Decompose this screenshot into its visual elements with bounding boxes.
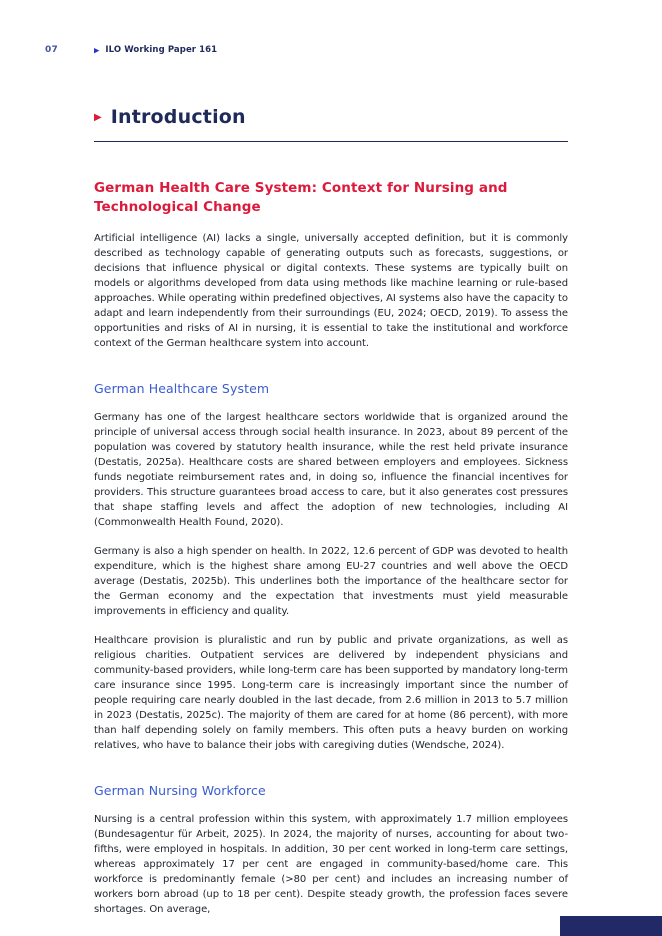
body-paragraph: Germany has one of the largest healthcare sectors worldwide that is organized around the principle of universal access through social health insurance. In 2023, about 89 percent of the population was covered by statutory health insurance, while the rest held private insurance (Destatis, 2025a). Healthcare costs are shared between employers and employees. Sickness funds negotiate reimbursement rates and, in doing so, influence the financial incentives for providers. This structure guarantees broad access to care, but it also generates cost pressures that shape staffing levels and affect the adoption of new technologies, including AI (Commonwealth Health Found, 2020). xyxy=(94,412,568,529)
title-row xyxy=(94,106,568,128)
section-heading: German Health Care System: Context for Nursing and Technological Change xyxy=(94,180,508,216)
body-paragraph: Artificial intelligence (AI) lacks a single, universally accepted definition, but it is commonly described as technology capable of generating outputs such as forecasts, suggestions, or decisions that influence physical or digital contexts. These systems are typically built on models or algorithms developed from data using methods like machine learning or rule-based approaches. While operating within predefined objectives, AI systems also have the capacity to adapt and learn independently from their surroundings (EU, 2024; OECD, 2019). To assess the opportunities and risks of AI in nursing, it is essential to take the institutional and workforce context of the German healthcare system into account. xyxy=(94,233,568,350)
content-column xyxy=(94,106,568,917)
page-header xyxy=(0,45,662,59)
triangle-icon: ▶ xyxy=(94,46,100,54)
triangle-icon: ▶ xyxy=(94,112,102,123)
title-divider xyxy=(94,141,568,142)
subsection-heading-nursing-workforce: German Nursing Workforce xyxy=(94,783,266,799)
header-title: ILO Working Paper 161 xyxy=(105,45,218,55)
body-paragraph: Germany is also a high spender on health. In 2022, 12.6 percent of GDP was devoted to health expenditure, which is the highest share among EU-27 countries and well above the OECD average (Destatis, 2025b). This underlines both the importance of the healthcare sector for the German economy and the expectation that investments must yield measurable improvements in efficiency and quality. xyxy=(94,546,568,618)
page-number: 07 xyxy=(45,45,59,55)
body-paragraph: Nursing is a central profession within this system, with approximately 1.7 million employees (Bundesagentur für Arbeit, 2025). In 2024, the majority of nurses, accounting for about two-fifths, were employed in hospitals. In addition, 30 per cent worked in long-term care settings, whereas approximately 17 per cent are engaged in community-based/home care. This workforce is predominantly female (>80 per cent) and includes an increasing number of workers born abroad (up to 18 per cent). Despite steady growth, the profession faces severe shortages. On average, xyxy=(94,814,568,916)
page-corner-bar xyxy=(560,916,662,936)
subsection-heading-healthcare-system: German Healthcare System xyxy=(94,381,270,397)
page-title: Introduction xyxy=(110,106,246,128)
header-title-group xyxy=(94,45,217,55)
body-paragraph: Healthcare provision is pluralistic and run by public and private organizations, as well as religious charities. Outpatient services are delivered by independent physicians and community-based providers, while long-term care has been supported by mandatory long-term care insurance since 1995. Long-term care is increasingly important since the number of people requiring care nearly doubled in the last decade, from 2.6 million in 2013 to 5.7 million in 2023 (Destatis, 2025c). The majority of them are cared for at home (86 percent), with more than half depending solely on family members. This often puts a heavy burden on working relatives, who have to balance their jobs with caregiving duties (Wendsche, 2024). xyxy=(94,635,568,752)
